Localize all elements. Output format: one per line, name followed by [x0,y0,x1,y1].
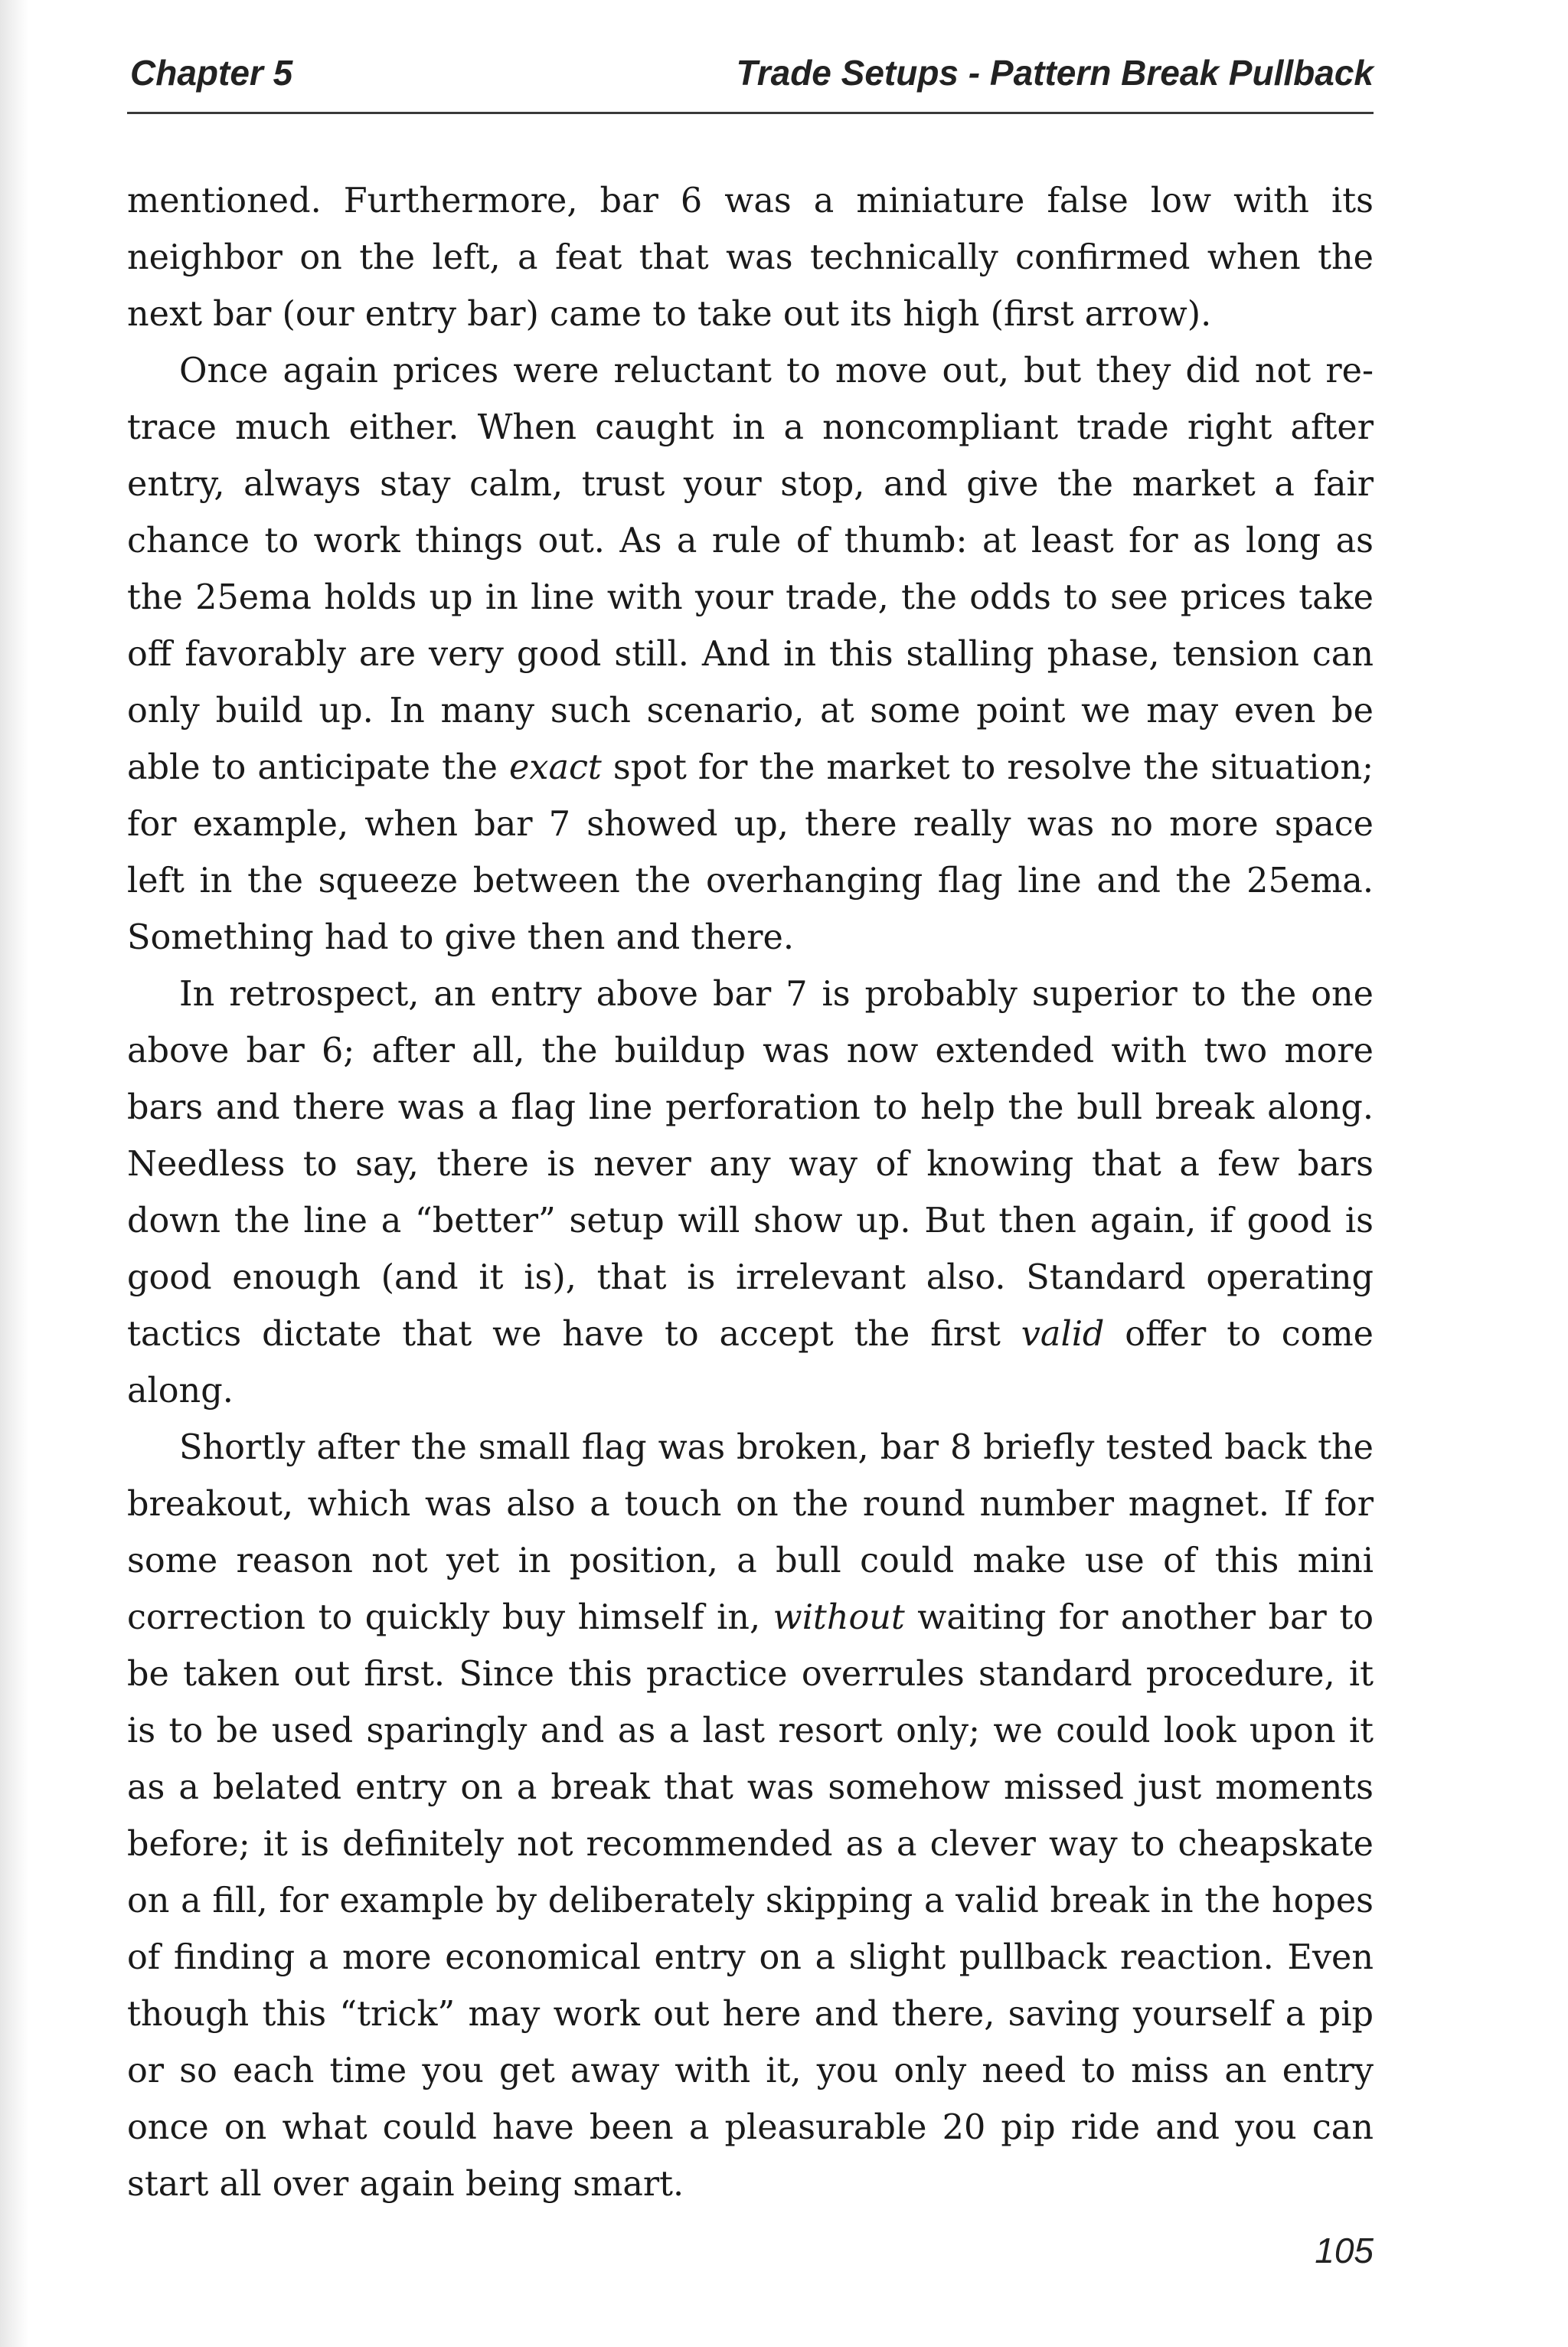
paragraph-3 [127,966,1374,1420]
emphasis-valid: valid [1021,1315,1105,1354]
paragraph-text: waiting for another bar to be taken out first. Since this practice overrules standard procedure, it is to be used sparingly and as a last resort only; we could look upon it as a belated entry on a break that was somehow missed just moments before; it is definitely not recommended as a clever way to cheapskate on a fill, for example by deliberately skipping a valid break in the hopes of finding a more economical entry on a slight pullback reaction. Even though this “trick” may work out here and there, saving yourself a pip or so each time you get away with it, you only need to miss an entry once on what could have been a pleasurable 20 pip ride and you can start all over again being smart. [127,1598,1374,2204]
paragraph-text: In retrospect, an entry above bar 7 is probably superior to the one above bar 6; after all, the buildup was now extended with two more bars and there was a flag line perforation to help the bull break along. Needless to say, there is never any way of knowing that a few bars down the line a “better” setup will show up. But then again, if good is good enough (and it is), that is irrelevant also. Standard operating tactics dictate that we have to accept the first [127,975,1374,1354]
emphasis-exact: exact [509,748,602,787]
header-rule [127,112,1374,114]
emphasis-without: without [773,1598,905,1637]
paragraph-text: spot for the market to resolve the situation; for example, when bar 7 showed up, there really was no more space left in the squeeze between the overhanging flag line and the 25ema. Something had to give then and there. [127,748,1374,957]
page-number: 105 [1315,2231,1374,2270]
page-edge-shadow [0,0,29,2347]
paragraph-text: offer to come along. [127,1315,1374,1410]
paragraph-text: Shortly after the small flag was broken, bar 8 briefly tested back the breakout, which was also a touch on the round number magnet. If for some reason not yet in position, a bull could make use of this mini correction to quickly buy himself in, [127,1428,1374,1637]
paragraph-text: mentioned. Furthermore, bar 6 was a miniature false low with its neighbor on the left, a feat that was technically confirmed when the next bar (our entry bar) came to take out its high (first arrow). [127,181,1374,334]
paragraph-1 [127,173,1374,343]
body-text [127,173,1374,2213]
paragraph-text: Once again prices were reluctant to move out, but they did not retrace much either. When caught in a noncompliant trade right after entry, always stay calm, trust your stop, and give the market a fair chance to work things out. As a rule of thumb: at least for as long as the 25ema holds up in line with your trade, the odds to see prices take off favorably are very good still. And in this stalling phase, tension can only build up. In many such scenario, at some point we may even be able to anticipate the [127,351,1374,787]
paragraph-2 [127,343,1374,966]
chapter-label: Chapter 5 [130,53,293,93]
paragraph-4 [127,1420,1374,2213]
running-header [127,49,1374,110]
section-title: Trade Setups - Pattern Break Pullback [736,53,1374,93]
